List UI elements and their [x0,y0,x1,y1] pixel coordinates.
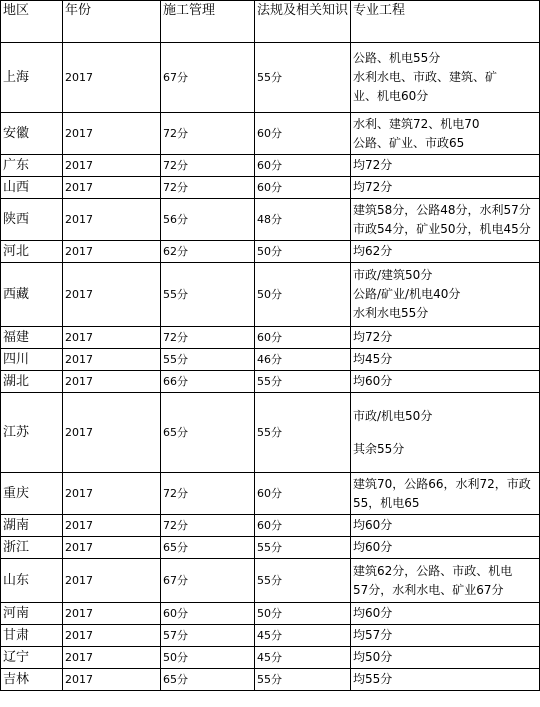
region-cell: 安徽 [1,113,63,155]
year-cell: 2017 [63,473,161,515]
region-cell: 湖北 [1,371,63,393]
region-cell: 浙江 [1,537,63,559]
year-cell: 2017 [63,199,161,241]
region-cell: 山西 [1,177,63,199]
specialty-line: 57分，水利水电、矿业67分 [353,582,504,597]
table-row [1,603,540,625]
construction-mgmt-score-cell: 72分 [161,177,255,199]
law-score-cell: 55分 [255,393,351,473]
law-score-cell: 60分 [255,155,351,177]
construction-mgmt-score-cell: 72分 [161,155,255,177]
specialty-score-cell [351,371,540,393]
region-cell: 河南 [1,603,63,625]
law-score-cell: 50分 [255,241,351,263]
construction-mgmt-score-cell: 72分 [161,473,255,515]
specialty-score-cell [351,349,540,371]
region-cell: 山东 [1,559,63,603]
construction-mgmt-score-cell: 67分 [161,559,255,603]
specialty-line: 市政/建筑50分 [353,268,433,282]
region-cell: 陕西 [1,199,63,241]
specialty-score-cell [351,473,540,515]
construction-mgmt-score-cell: 55分 [161,349,255,371]
specialty-line: 市政/机电50分 [353,408,433,423]
table-row [1,177,540,199]
specialty-score-cell [351,537,540,559]
specialty-score-cell [351,263,540,327]
table-row [1,113,540,155]
specialty-line: 建筑70，公路66，水利72，市政 [353,476,531,491]
table-row [1,473,540,515]
specialty-line: 均55分 [353,672,393,686]
specialty-score-cell [351,241,540,263]
specialty-score-cell [351,327,540,349]
header-law: 法规及相关知识 [255,1,351,43]
specialty-score-cell [351,559,540,603]
specialty-score-cell [351,155,540,177]
year-cell: 2017 [63,515,161,537]
specialty-score-cell [351,199,540,241]
law-score-cell: 45分 [255,647,351,669]
table-row [1,263,540,327]
construction-mgmt-score-cell: 55分 [161,263,255,327]
law-score-cell: 55分 [255,669,351,691]
specialty-line: 市政54分，矿业50分，机电45分 [353,221,531,236]
table-row [1,327,540,349]
specialty-score-cell [351,393,540,473]
construction-mgmt-score-cell: 72分 [161,327,255,349]
region-cell: 吉林 [1,669,63,691]
region-cell: 甘肃 [1,625,63,647]
construction-mgmt-score-cell: 66分 [161,371,255,393]
year-cell: 2017 [63,669,161,691]
specialty-line: 其余55分 [353,441,405,456]
table-row [1,393,540,473]
law-score-cell: 46分 [255,349,351,371]
specialty-line: 水利、建筑72、机电70 [353,116,480,131]
score-table-body [1,1,540,691]
law-score-cell: 60分 [255,113,351,155]
specialty-score-cell [351,625,540,647]
table-row [1,155,540,177]
year-cell: 2017 [63,43,161,113]
table-row [1,199,540,241]
year-cell: 2017 [63,349,161,371]
year-cell: 2017 [63,537,161,559]
region-cell: 湖南 [1,515,63,537]
law-score-cell: 55分 [255,559,351,603]
specialty-line: 公路、机电55分 [353,51,441,65]
table-row [1,371,540,393]
table-row [1,559,540,603]
law-score-cell: 60分 [255,327,351,349]
region-cell: 河北 [1,241,63,263]
law-score-cell: 60分 [255,515,351,537]
specialty-line: 水利水电、市政、建筑、矿 [353,70,498,84]
law-score-cell: 55分 [255,43,351,113]
specialty-line: 公路、矿业、市政65 [353,135,465,150]
specialty-line: 建筑58分，公路48分，水利57分 [353,202,531,217]
construction-mgmt-score-cell: 67分 [161,43,255,113]
specialty-score-cell [351,647,540,669]
construction-mgmt-score-cell: 50分 [161,647,255,669]
table-row [1,349,540,371]
year-cell: 2017 [63,603,161,625]
header-construction-mgmt: 施工管理 [161,1,255,43]
year-cell: 2017 [63,393,161,473]
region-cell: 福建 [1,327,63,349]
region-cell: 上海 [1,43,63,113]
specialty-score-cell [351,515,540,537]
construction-mgmt-score-cell: 62分 [161,241,255,263]
table-row [1,515,540,537]
year-cell: 2017 [63,177,161,199]
specialty-score-cell [351,669,540,691]
year-cell: 2017 [63,155,161,177]
specialty-line: 均45分 [353,352,393,366]
table-row [1,669,540,691]
header-region: 地区 [1,1,63,43]
law-score-cell: 48分 [255,199,351,241]
specialty-line: 均72分 [353,180,393,194]
specialty-line: 建筑62分，公路、市政、机电 [353,563,513,578]
table-row [1,625,540,647]
specialty-line: 业、机电60分 [353,89,429,103]
header-specialty: 专业工程 [351,1,540,43]
region-cell: 江苏 [1,393,63,473]
specialty-line: 均72分 [353,330,393,344]
year-cell: 2017 [63,647,161,669]
year-cell: 2017 [63,327,161,349]
region-cell: 广东 [1,155,63,177]
specialty-line: 均60分 [353,518,393,532]
specialty-line: 公路/矿业/机电40分 [353,287,461,301]
year-cell: 2017 [63,263,161,327]
year-cell: 2017 [63,371,161,393]
table-row [1,647,540,669]
specialty-score-cell [351,113,540,155]
construction-mgmt-score-cell: 65分 [161,393,255,473]
construction-mgmt-score-cell: 72分 [161,113,255,155]
construction-mgmt-score-cell: 65分 [161,537,255,559]
year-cell: 2017 [63,559,161,603]
region-cell: 西藏 [1,263,63,327]
construction-mgmt-score-cell: 56分 [161,199,255,241]
specialty-line: 水利水电55分 [353,306,429,320]
table-row [1,43,540,113]
specialty-line: 均57分 [353,628,393,642]
law-score-cell: 50分 [255,603,351,625]
line-gap [353,426,538,440]
construction-mgmt-score-cell: 57分 [161,625,255,647]
law-score-cell: 60分 [255,473,351,515]
specialty-line: 均62分 [353,244,393,258]
specialty-line: 均60分 [353,374,393,388]
header-row [1,1,540,43]
year-cell: 2017 [63,625,161,647]
law-score-cell: 45分 [255,625,351,647]
region-cell: 重庆 [1,473,63,515]
table-row [1,241,540,263]
region-cell: 辽宁 [1,647,63,669]
specialty-line: 均50分 [353,650,393,664]
law-score-cell: 55分 [255,537,351,559]
specialty-line: 均60分 [353,540,393,554]
law-score-cell: 60分 [255,177,351,199]
year-cell: 2017 [63,113,161,155]
specialty-line: 均72分 [353,158,393,172]
specialty-score-cell [351,177,540,199]
region-cell: 四川 [1,349,63,371]
table-row [1,537,540,559]
specialty-score-cell [351,43,540,113]
construction-mgmt-score-cell: 60分 [161,603,255,625]
law-score-cell: 55分 [255,371,351,393]
construction-mgmt-score-cell: 72分 [161,515,255,537]
year-cell: 2017 [63,241,161,263]
specialty-line: 55，机电65 [353,495,420,510]
specialty-line: 均60分 [353,606,393,620]
construction-mgmt-score-cell: 65分 [161,669,255,691]
specialty-score-cell [351,603,540,625]
law-score-cell: 50分 [255,263,351,327]
header-year: 年份 [63,1,161,43]
